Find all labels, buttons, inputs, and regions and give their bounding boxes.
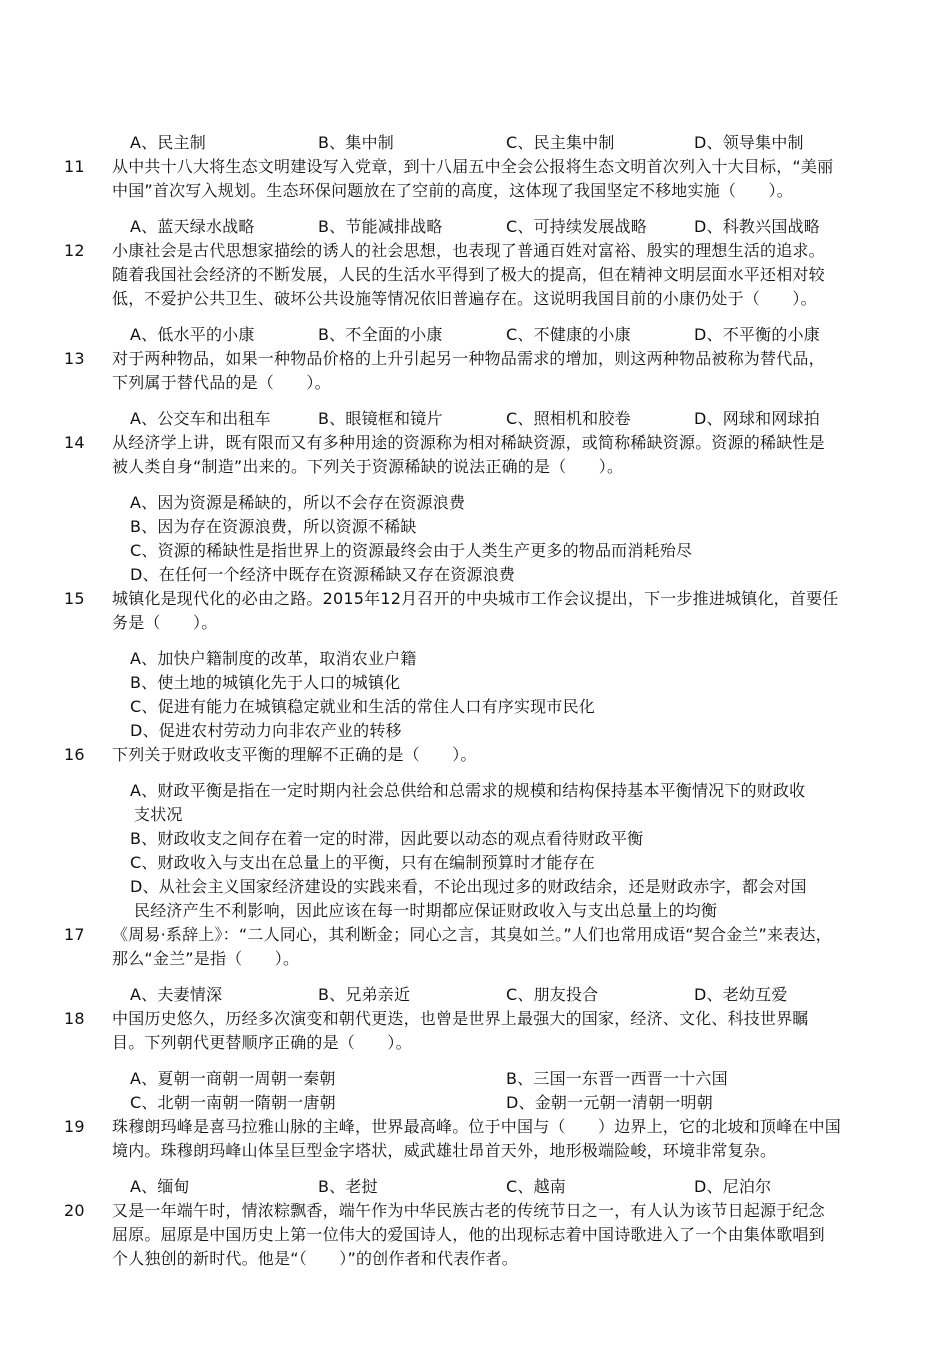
q13-option-b: B、眼镜框和镜片: [318, 409, 443, 428]
q12-option-a: A、低水平的小康: [130, 325, 255, 344]
q13-text-line: 下列属于替代品的是（ ）。: [112, 373, 331, 392]
q18-text-line: 中国历史悠久，历经多次演变和朝代更迭，也曾是世界上最强大的国家，经济、文化、科技世界瞩: [112, 1009, 809, 1028]
q11-text-line: 从中共十八大将生态文明建设写入党章，到十八届五中全会公报将生态文明首次列入十大目标，“美丽: [112, 157, 834, 176]
q15-option-b: B、使土地的城镇化先于人口的城镇化: [130, 673, 401, 692]
q14-text-line: 被人类自身“制造”出来的。下列关于资源稀缺的说法正确的是（ ）。: [112, 457, 624, 476]
q13-text-line: 对于两种物品，如果一种物品价格的上升引起另一种物品需求的增加，则这两种物品被称为替代品，: [112, 349, 825, 368]
q15-text-line: 务是（ ）。: [112, 613, 218, 632]
q16-option-d-continued: 民经济产生不利影响，因此应该在每一时期都应保证财政收入与支出总量上的均衡: [134, 901, 718, 920]
q18-text-line: 目。下列朝代更替顺序正确的是（ ）。: [112, 1033, 412, 1052]
q16-text-line: 下列关于财政收支平衡的理解不正确的是（ ）。: [112, 745, 477, 764]
q17-text-line: 那么“金兰”是指（ ）。: [112, 949, 300, 968]
q16-number: 16: [64, 745, 85, 764]
q17-option-a: A、夫妻情深: [130, 985, 223, 1004]
q20-text-line: 屈原。屈原是中国历史上第一位伟大的爱国诗人，他的出现标志着中国诗歌进入了一个由集体歌唱到: [112, 1225, 825, 1244]
q18-option-a: A、夏朝一商朝一周朝一秦朝: [130, 1069, 336, 1088]
q12-text-line: 低，不爱护公共卫生、破坏公共设施等情况依旧普遍存在。这说明我国目前的小康仍处于（ ）。: [112, 289, 817, 308]
q14-number: 14: [64, 433, 85, 452]
q12-text-line: 小康社会是古代思想家描绘的诱人的社会思想，也表现了普通百姓对富裕、殷实的理想生活的追求。: [112, 241, 825, 260]
q18-number: 18: [64, 1009, 85, 1028]
q14-option-d: D、在任何一个经济中既存在资源稀缺又存在资源浪费: [130, 565, 516, 584]
q15-number: 15: [64, 589, 85, 608]
q19-number: 19: [64, 1117, 85, 1136]
q12-option-d: D、不平衡的小康: [694, 325, 820, 344]
q16-option-d: D、从社会主义国家经济建设的实践来看，不论出现过多的财政结余，还是财政赤字，都会对国: [130, 877, 807, 896]
q20-text-line: 个人独创的新时代。他是“（ ）”的创作者和代表作者。: [112, 1249, 518, 1268]
q19-option-b: B、老挝: [318, 1177, 378, 1196]
q10-option-d: D、领导集中制: [694, 133, 804, 152]
q18-option-d: D、金朝一元朝一清朝一明朝: [506, 1093, 713, 1112]
q10-option-a: A、民主制: [130, 133, 206, 152]
q11-text-line: 中国”首次写入规划。生态环保问题放在了空前的高度，这体现了我国坚定不移地实施（ ）。: [112, 181, 793, 200]
q16-option-c: C、财政收入与支出在总量上的平衡，只有在编制预算时才能存在: [130, 853, 595, 872]
q13-option-d: D、网球和网球拍: [694, 409, 820, 428]
q15-text-line: 城镇化是现代化的必由之路。2015年12月召开的中央城市工作会议提出，下一步推进城镇化，首要任: [112, 589, 839, 608]
q13-option-a: A、公交车和出租车: [130, 409, 271, 428]
q16-option-b: B、财政收支之间存在着一定的时滞，因此要以动态的观点看待财政平衡: [130, 829, 644, 848]
q19-option-a: A、缅甸: [130, 1177, 190, 1196]
q10-option-b: B、集中制: [318, 133, 394, 152]
q18-option-b: B、三国一东晋一西晋一十六国: [506, 1069, 728, 1088]
q16-option-a: A、财政平衡是指在一定时期内社会总供给和总需求的规模和结构保持基本平衡情况下的财政收: [130, 781, 806, 800]
q12-option-c: C、不健康的小康: [506, 325, 631, 344]
q15-option-a: A、加快户籍制度的改革，取消农业户籍: [130, 649, 417, 668]
q13-number: 13: [64, 349, 85, 368]
q14-option-a: A、因为资源是稀缺的，所以不会存在资源浪费: [130, 493, 466, 512]
q15-option-d: D、促进农村劳动力向非农产业的转移: [130, 721, 402, 740]
q14-text-line: 从经济学上讲，既有限而又有多种用途的资源称为相对稀缺资源，或简称稀缺资源。资源的稀缺性是: [112, 433, 825, 452]
q12-text-line: 随着我国社会经济的不断发展，人民的生活水平得到了极大的提高，但在精神文明层面水平还相对较: [112, 265, 825, 284]
q11-option-c: C、可持续发展战略: [506, 217, 647, 236]
q12-option-b: B、不全面的小康: [318, 325, 443, 344]
q14-option-c: C、资源的稀缺性是指世界上的资源最终会由于人类生产更多的物品而消耗殆尽: [130, 541, 693, 560]
q11-option-b: B、节能减排战略: [318, 217, 443, 236]
q19-text-line: 境内。珠穆朗玛峰山体呈巨型金字塔状，威武雄壮昂首天外，地形极端险峻，环境非常复杂。: [112, 1141, 777, 1160]
q12-number: 12: [64, 241, 85, 260]
q17-option-c: C、朋友投合: [506, 985, 599, 1004]
q19-text-line: 珠穆朗玛峰是喜马拉雅山脉的主峰，世界最高峰。位于中国与（ ）边界上，它的北坡和顶峰在中国: [112, 1117, 842, 1136]
q19-option-d: D、尼泊尔: [694, 1177, 772, 1196]
q14-option-b: B、因为存在资源浪费，所以资源不稀缺: [130, 517, 417, 536]
q17-option-d: D、老幼互爱: [694, 985, 788, 1004]
q18-option-c: C、北朝一南朝一隋朝一唐朝: [130, 1093, 336, 1112]
q11-number: 11: [64, 157, 85, 176]
q10-option-c: C、民主集中制: [506, 133, 615, 152]
q19-option-c: C、越南: [506, 1177, 566, 1196]
q11-option-d: D、科教兴国战略: [694, 217, 820, 236]
q20-text-line: 又是一年端午时，情浓粽飘香，端午作为中华民族古老的传统节日之一，有人认为该节日起源于纪念: [112, 1201, 825, 1220]
q16-option-a-continued: 支状况: [134, 805, 183, 824]
q11-option-a: A、蓝天绿水战略: [130, 217, 255, 236]
q15-option-c: C、促进有能力在城镇稳定就业和生活的常住人口有序实现市民化: [130, 697, 595, 716]
q17-option-b: B、兄弟亲近: [318, 985, 411, 1004]
q17-number: 17: [64, 925, 85, 944]
q17-text-line: 《周易·系辞上》：“二人同心，其利断金；同心之言，其臭如兰。”人们也常用成语“契合金兰”来表达，: [112, 925, 832, 944]
q20-number: 20: [64, 1201, 85, 1220]
q13-option-c: C、照相机和胶卷: [506, 409, 631, 428]
